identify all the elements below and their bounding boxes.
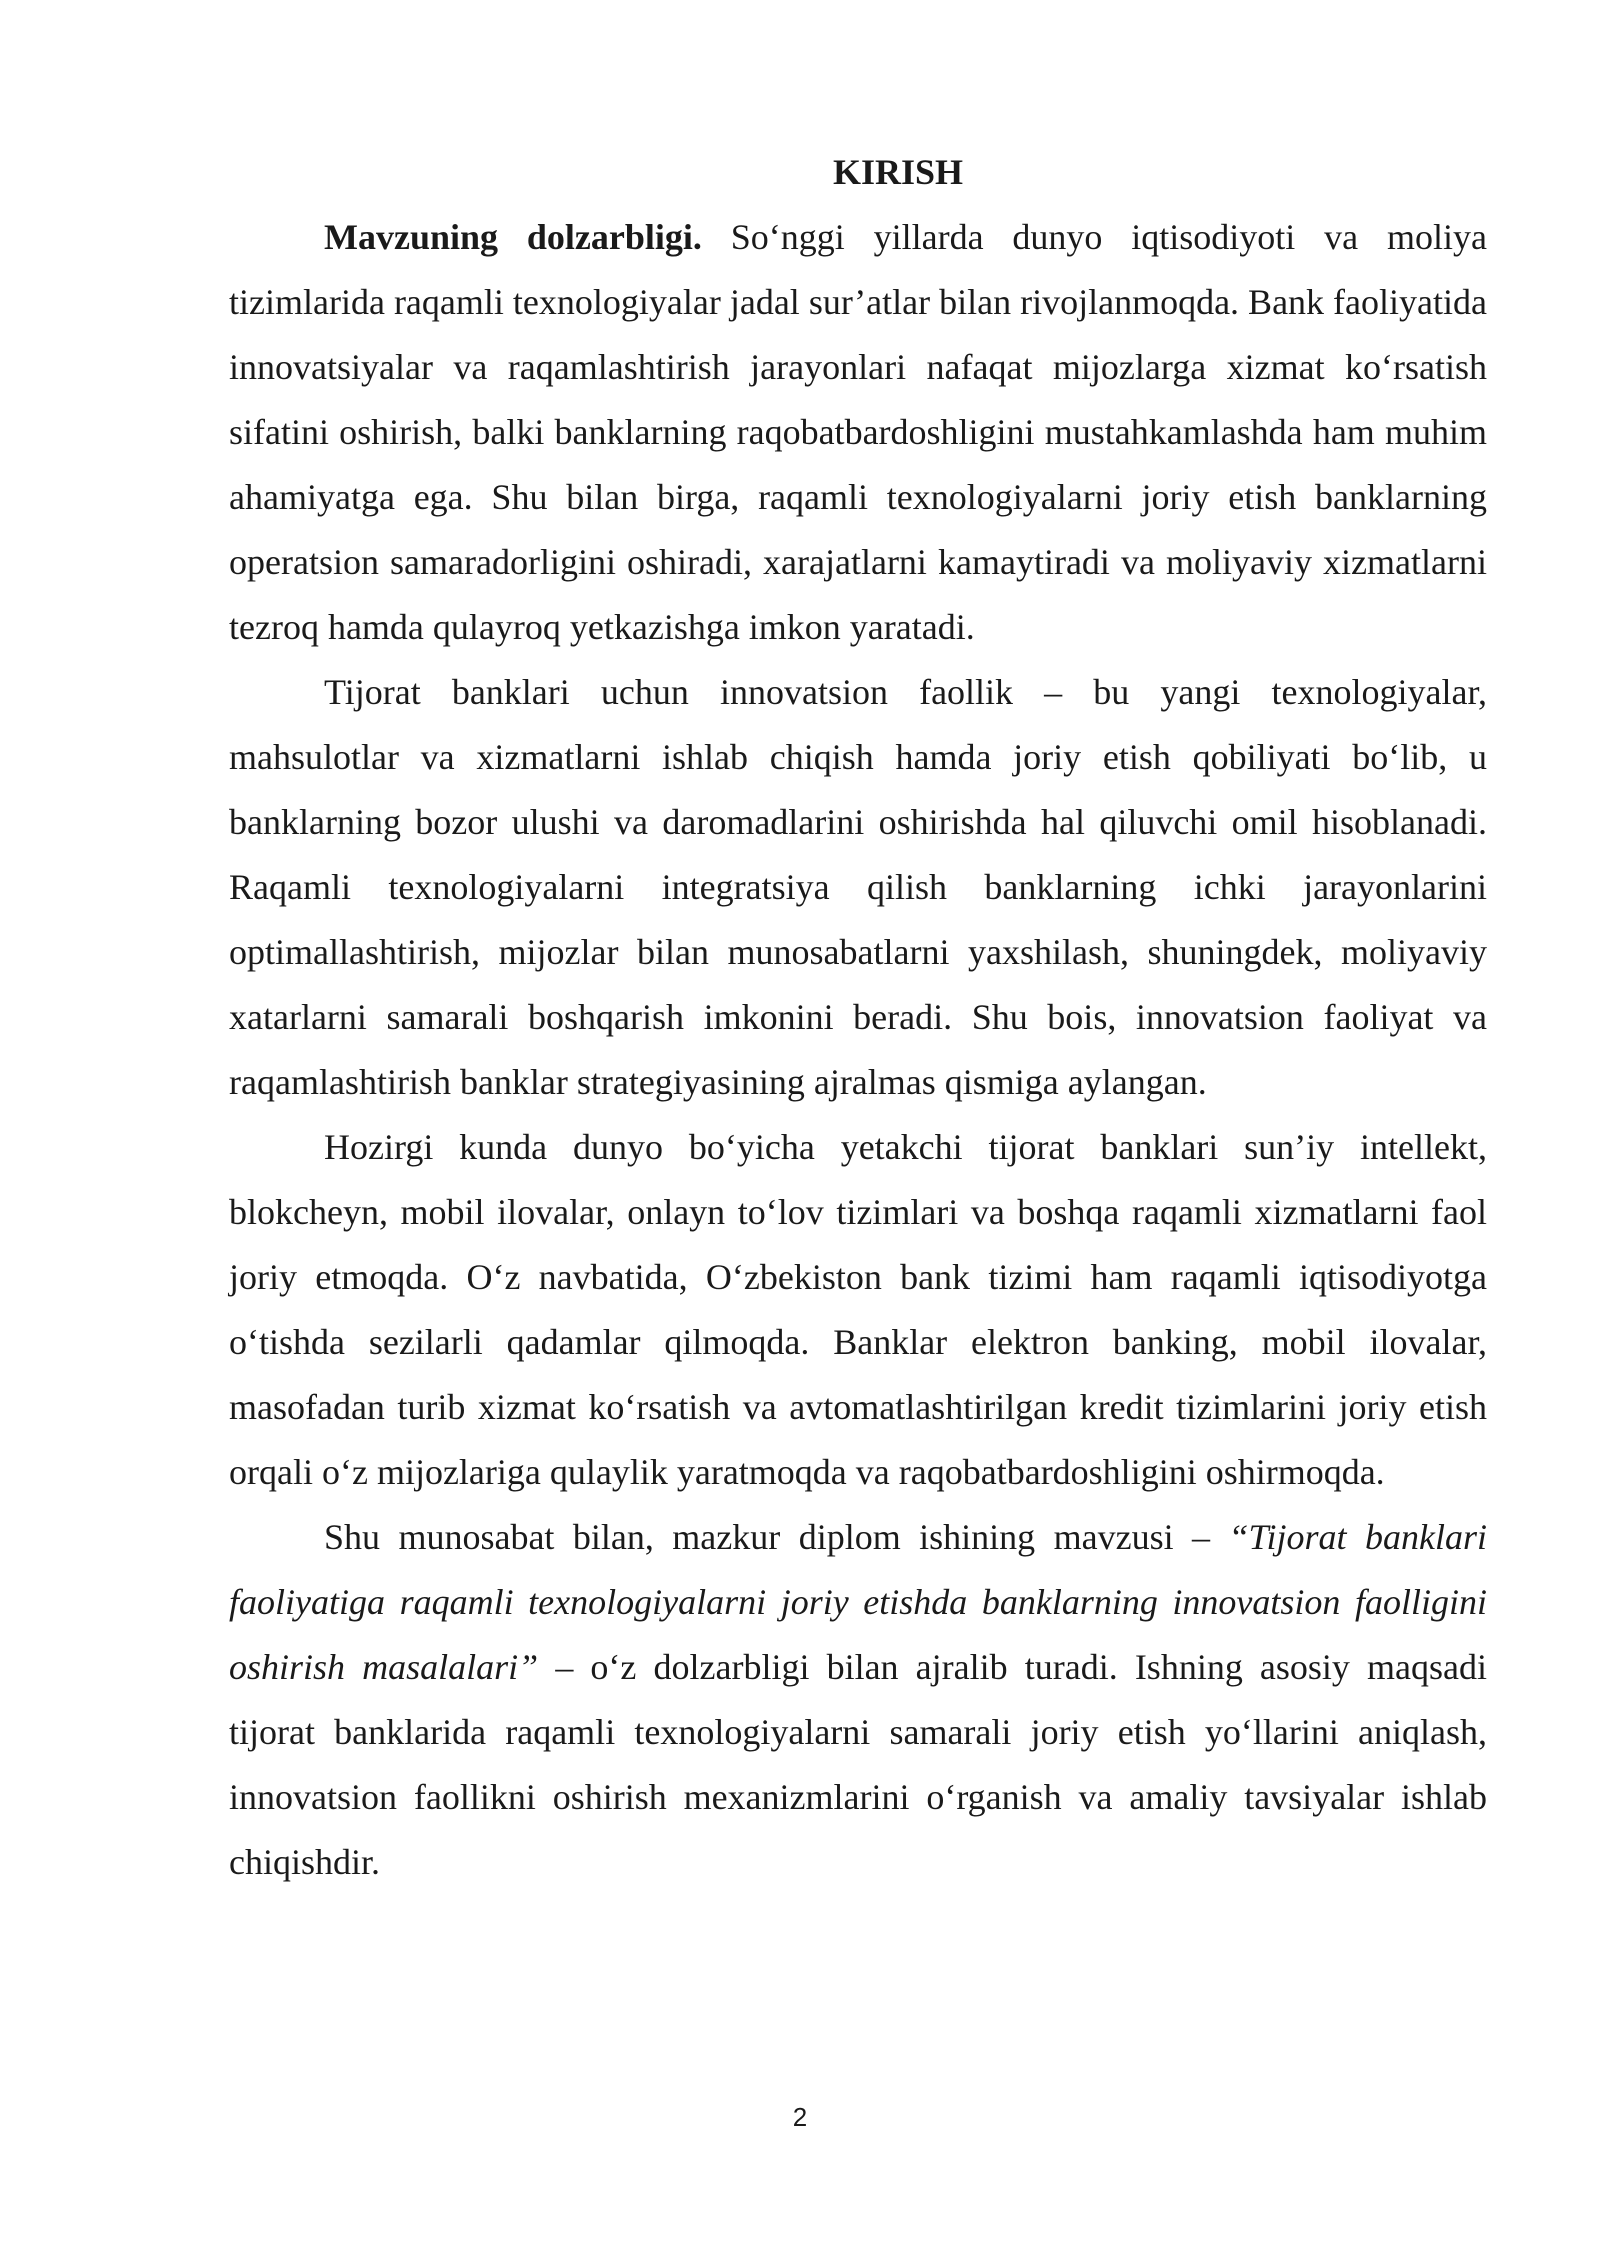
document-page: [229, 140, 1487, 1895]
page-number: 2: [792, 2102, 808, 2132]
section-heading: KIRISH: [832, 152, 964, 192]
paragraph-lead: Mavzuning dolzarbligi.: [324, 217, 702, 257]
paragraph-text: So‘nggi yillarda dunyo iqtisodiyoti va moliya tizimlarida raqamli texnologiyalar jadal sur’atlar bilan rivojlanmoqda. Bank faoliyatida innovatsiyalar va raqamlashtirish jarayonlari nafaqat mijozlarga xizmat ko‘rsatish sifatini oshirish, balki banklarning raqobatbardoshligini mustahkamlashda ham muhim ahamiyatga ega. Shu bilan birga, raqamli texnologiyalarni joriy etish banklarning operatsion samaradorligini oshiradi, xarajatlarni kamaytiradi va moliyaviy xizmatlarni tezroq hamda qulayroq yetkazishga imkon yaratadi.: [229, 217, 1487, 647]
paragraph-current-trends: [229, 1115, 1487, 1505]
paragraph-text: Tijorat banklari uchun innovatsion faollik – bu yangi texnologiyalar, mahsulotlar va xizmatlarni ishlab chiqish hamda joriy etish qobiliyati bo‘lib, u banklarning bozor ulushi va daromadlarini oshirishda hal qiluvchi omil hisoblanadi. Raqamli texnologiyalarni integratsiya qilish banklarning ichki jarayonlarini optimallashtirish, mijozlar bilan munosabatlarni yaxshilash, shuningdek, moliyaviy xatarlarni samarali boshqarish imkonini beradi. Shu bois, innovatsion faoliyat va raqamlashtirish banklar strategiyasining ajralmas qismiga aylangan.: [229, 672, 1487, 1102]
thesis-title: “Tijorat banklari faoliyatiga raqamli texnologiyalarni joriy etishda banklarning innovatsion faolligini oshirish masalalari”: [229, 1517, 1487, 1687]
paragraph-thesis-topic: [229, 1505, 1487, 1895]
paragraph-text: – o‘z dolzarbligi bilan ajralib turadi. Ishning asosiy maqsadi tijorat banklarida raqamli texnologiyalarni samarali joriy etish yo‘llarini aniqlash, innovatsion faollikni oshirish mexanizmlarini o‘rganish va amaliy tavsiyalar ishlab chiqishdir.: [229, 1647, 1488, 1882]
paragraph-innovation: [229, 660, 1487, 1115]
paragraph-text: Hozirgi kunda dunyo bo‘yicha yetakchi tijorat banklari sun’iy intellekt, blokcheyn, mobil ilovalar, onlayn to‘lov tizimlari va boshqa raqamli xizmatlarni faol joriy etmoqda. O‘z navbatida, O‘zbekiston bank tizimi ham raqamli iqtisodiyotga o‘tishda sezilarli qadamlar qilmoqda. Banklar elektron banking, mobil ilovalar, masofadan turib xizmat ko‘rsatish va avtomatlashtirilgan kredit tizimlarini joriy etish orqali o‘z mijozlariga qulaylik yaratmoqda va raqobatbardoshligini oshirmoqda.: [229, 1127, 1487, 1492]
paragraph-relevance: [229, 205, 1487, 660]
paragraph-text: Shu munosabat bilan, mazkur diplom ishining mavzusi –: [324, 1517, 1229, 1557]
